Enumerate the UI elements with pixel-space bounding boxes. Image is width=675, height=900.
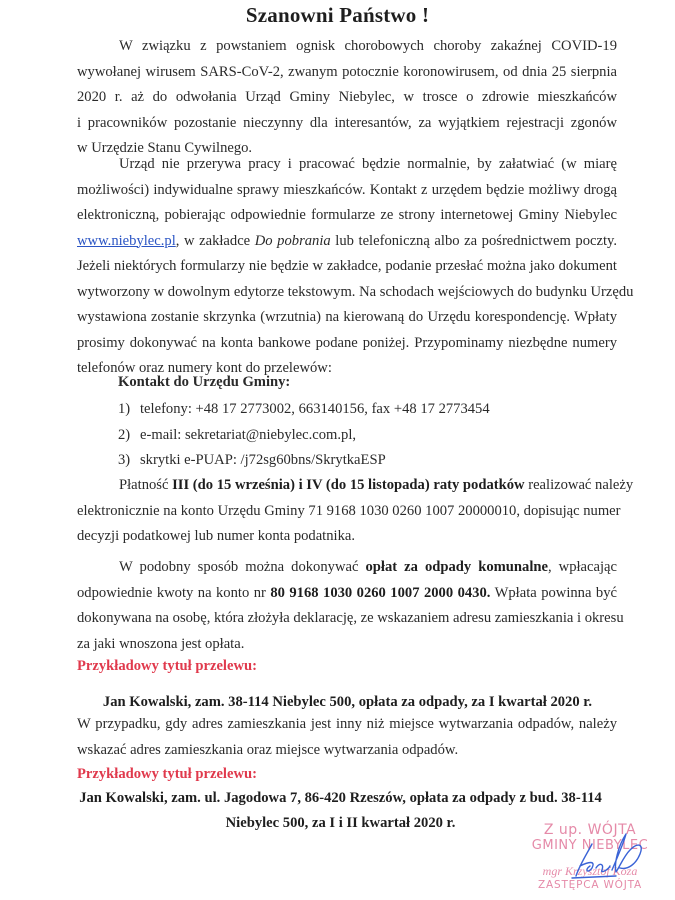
italic-text: Do pobrania bbox=[254, 232, 331, 249]
text-line: decyzji podatkowej lub numer konta podatnika. bbox=[77, 528, 356, 544]
list-text: telefony: +48 17 2773002, 663140156, fax +48 17 2773454 bbox=[140, 401, 490, 417]
stamp-role: ZASTĘPCA WÓJTA bbox=[538, 879, 642, 891]
text-line bbox=[77, 555, 617, 581]
contact-item-phones bbox=[118, 397, 490, 423]
paragraph-tax-payment bbox=[77, 473, 634, 550]
account-number: 80 9168 1030 0260 1007 2000 0430. bbox=[270, 584, 491, 601]
list-number: 1) bbox=[118, 401, 131, 417]
text-fragment: lub telefoniczną albo za pośrednictwem poczty. bbox=[330, 232, 618, 249]
example-transfer-title-2-line2: Niebylec 500, za I i II kwartał 2020 r. bbox=[225, 815, 456, 831]
text-line: elektronicznie na konto Urzędu Gminy 71 9168 1030 0260 1007 20000010, dopisując numer bbox=[77, 502, 621, 519]
list-text: e-mail: sekretariat@niebylec.com.pl, bbox=[140, 426, 357, 443]
text-line: telefonów oraz numery kont do przelewów: bbox=[77, 360, 332, 376]
text-fragment: odpowiednie kwoty na konto nr bbox=[77, 584, 271, 601]
text-line: prosimy dokonywać na konta bankowe podane poniżej. Przypominamy niezbędne numery bbox=[77, 334, 617, 351]
text-line: 2020 r. aż do odwołania Urząd Gminy Niebylec, w trosce o zdrowie mieszkańców bbox=[77, 89, 617, 105]
example-transfer-title-2-line1: Jan Kowalski, zam. ul. Jagodowa 7, 86-420 Rzeszów, opłata za odpady z bud. 38-114 bbox=[79, 790, 602, 806]
stamp-line: Z up. WÓJTA bbox=[543, 822, 637, 838]
example-transfer-title-1: Jan Kowalski, zam. 38-114 Niebylec 500, opłata za odpady, za I kwartał 2020 r. bbox=[102, 694, 593, 710]
text-line: wystawiona zostanie skrzynka (wrzutnia) na kierowaną do Urzędu korespondencję. Wpłaty bbox=[77, 309, 617, 325]
example-heading-2: Przykładowy tytuł przelewu: bbox=[77, 766, 257, 782]
contact-item-email bbox=[118, 423, 490, 449]
bold-text: opłat za odpady komunalne bbox=[365, 559, 548, 575]
text-fragment: Wpłata powinna być bbox=[490, 584, 617, 601]
text-fragment: , w zakładce bbox=[175, 232, 255, 249]
text-fragment: realizować należy bbox=[524, 477, 634, 493]
text-line: wytworzony w dowolnym edytorze tekstowym. Na schodach wejściowych do budynku Urzędu bbox=[77, 283, 634, 300]
bold-text: III (do 15 września) i IV (do 15 listopada) raty podatków bbox=[172, 477, 525, 493]
text-fragment: Płatność bbox=[119, 477, 173, 493]
text-fragment: W podobny sposób można dokonywać bbox=[119, 559, 366, 575]
text-line: elektroniczną, pobierając odpowiednie formularze ze strony internetowej Gminy Niebylec bbox=[77, 207, 617, 223]
text-line: możliwości) indywidualne sprawy mieszkańców. Kontakt z urzędem będzie możliwy drogą bbox=[77, 181, 617, 198]
text-line: wywołanej wirusem SARS-CoV-2, zwanym potocznie koronowirusem, od dnia 25 sierpnia bbox=[77, 63, 617, 80]
contact-item-epuap bbox=[118, 448, 490, 474]
example-heading-1: Przykładowy tytuł przelewu: bbox=[77, 658, 257, 674]
text-line: w Urzędzie Stanu Cywilnego. bbox=[77, 140, 253, 156]
stamp-name: mgr Krzysztof Koza bbox=[542, 864, 638, 878]
text-line bbox=[77, 473, 634, 499]
text-fragment: , wpłacając bbox=[547, 559, 617, 575]
paragraph-waste-fees bbox=[77, 555, 624, 657]
page-title: Szanowni Państwo ! bbox=[245, 3, 430, 27]
stamp-line: GMINY NIEBYLEC bbox=[531, 838, 649, 853]
text-line: wskazać adres zamieszkania oraz miejsce wytwarzania odpadów. bbox=[77, 741, 459, 758]
text-line: za jaki wnoszona jest opłata. bbox=[77, 635, 245, 652]
list-text: skrytki e-PUAP: /j72sg60bns/SkrytkaESP bbox=[140, 452, 386, 468]
list-number: 3) bbox=[118, 452, 131, 468]
text-line bbox=[77, 581, 617, 607]
text-line: W związku z powstaniem ognisk chorobowych choroby zakaźnej COVID-19 bbox=[119, 38, 617, 54]
text-line bbox=[77, 229, 617, 255]
text-line: Urząd nie przerywa pracy i pracować będzie normalnie, by załatwiać (w miarę bbox=[119, 156, 617, 172]
paragraph-covid-notice bbox=[77, 34, 617, 162]
paragraph-different-address bbox=[77, 712, 617, 763]
signature-icon bbox=[558, 826, 648, 886]
text-line: i pracowników pozostanie nieczynny dla interesantów, za wyjątkiem rejestracji zgonów bbox=[77, 114, 617, 131]
text-line: dokonywana na osobę, która złożyła deklarację, ze wskazaniem adresu zamieszkania i okresu bbox=[77, 610, 624, 626]
list-number: 2) bbox=[118, 426, 131, 443]
text-line: W przypadku, gdy adres zamieszkania jest inny niż miejsce wytwarzania odpadów, należy bbox=[77, 716, 617, 732]
contact-heading: Kontakt do Urzędu Gminy: bbox=[118, 374, 291, 390]
website-link[interactable]: www.niebylec.pl bbox=[77, 232, 176, 249]
paragraph-office-work bbox=[77, 152, 634, 382]
text-line: Jeżeli niektórych formularzy nie będzie w zakładce, podanie przesłać można jako dokument bbox=[77, 258, 617, 274]
contact-list bbox=[118, 397, 490, 474]
